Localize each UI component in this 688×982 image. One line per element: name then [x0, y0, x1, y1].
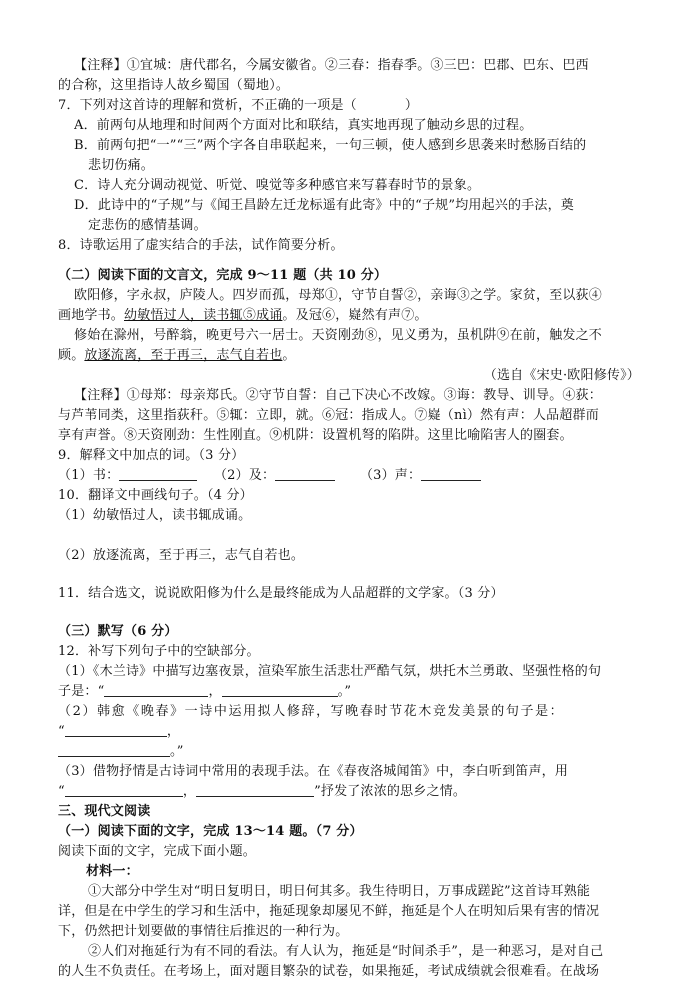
material-para-1-line-3: 下，仍然把计划要做的事情往后推迟的一种行为。: [58, 924, 349, 939]
question-12-item-3-line-1: （3）借物抒情是古诗词中常用的表现手法。在《春夜洛城闻笛》中，李白听到笛声，用: [58, 764, 569, 779]
section-3-heading: （三）默写（6 分）: [58, 624, 178, 639]
part-3-intro: 阅读下面的文字，完成下面小题。: [58, 844, 257, 859]
question-12-item-2-line-1: （2）韩愈《晚春》一诗中运用拟人修辞，写晚春时节花木竞发美景的句子是：: [58, 704, 565, 719]
question-12-item-1-line-1: （1）《木兰诗》中描写边塞夜景，渲染军旅生活悲壮严酷气氛，烘托木兰勇敢、坚强性格的句: [58, 664, 602, 679]
option-d-line-1: D．此诗中的“子规”与《闻王昌龄左迁龙标遥有此寄》中的“子规”均用起兴的手法，奠: [74, 198, 575, 213]
answer-blank[interactable]: [65, 783, 183, 797]
passage-text: 。: [282, 348, 296, 363]
question-7-text: 7．下列对这首诗的理解和赏析，不正确的一项是（: [58, 98, 357, 113]
option-c: C．诗人充分调动视觉、听觉、嗅觉等多种感官来写暮春时节的景象。: [74, 178, 481, 193]
quote-close: 。”: [170, 744, 184, 759]
question-8: 8．诗歌运用了虚实结合的手法，试作简要分析。: [58, 238, 344, 253]
option-d-line-2: 定悲伤的感情基调。: [88, 218, 207, 233]
comma: ，: [182, 784, 197, 799]
poem-annotation-line-1: 【注释】①宜城：唐代郡名，今属安徽省。②三春：指春季。③三巴：巴郡、巴东、巴西: [74, 58, 589, 73]
question-10-stem: 10．翻译文中画线句子。（4 分）: [58, 488, 253, 503]
option-b-line-2: 悲切伤痛。: [88, 158, 155, 173]
question-9-item-1: （1）书：: [58, 468, 120, 483]
question-12-item-2-line-2: [58, 722, 640, 742]
material-label: 材料一：: [86, 864, 139, 879]
comma: ，: [166, 724, 181, 739]
quote-close-text: ”抒发了浓浓的思乡之情。: [314, 784, 467, 799]
passage-annotation-line-3: 享有声誉。⑧天资刚劲：生性刚直。⑨机阱：设置机弩的陷阱。这里比喻陷害人的圈套。: [58, 428, 573, 443]
question-7-paren: ）: [404, 98, 419, 113]
passage-source: （选自《宋史·欧阳修传》）: [483, 368, 640, 383]
quote-close: 。”: [337, 684, 352, 699]
answer-blank[interactable]: [421, 467, 481, 481]
comma: ，: [208, 684, 222, 699]
quote-open: “: [58, 784, 65, 799]
material-para-1-line-1: ①大部分中学生对“明日复明日，明日何其多。我生待明日，万事成蹉跎”这首诗耳熟能: [88, 884, 591, 899]
question-12-item-3-line-2: [58, 782, 640, 802]
question-12-item-2-line-3: [58, 742, 640, 762]
passage-para-1-line-2: [58, 306, 640, 326]
question-9-items: [58, 466, 640, 486]
answer-blank[interactable]: [65, 723, 167, 737]
passage-para-1-line-1: 欧阳修，字永叔，庐陵人。四岁而孤，母郑①，守节自誓②，亲诲③之学。家贫，至以荻④: [74, 288, 603, 303]
answer-blank[interactable]: [275, 467, 335, 481]
underlined-sentence-1: 幼敏悟过人，读书辄⑤成诵: [124, 308, 283, 323]
answer-blank[interactable]: [222, 683, 338, 697]
underlined-sentence-2: 放逐流离，至于再三，志气自若也: [84, 348, 283, 363]
answer-blank[interactable]: [196, 783, 314, 797]
section-2-heading: （二）阅读下面的文言文，完成 9～11 题（共 10 分）: [58, 268, 388, 283]
question-9-item-2: （2）及：: [213, 468, 276, 483]
question-10-sentence-2: （2）放逐流离，至于再三，志气自若也。: [58, 548, 305, 563]
answer-blank[interactable]: [119, 467, 197, 481]
passage-text: 画地学书。: [58, 308, 125, 323]
passage-text: 。及冠⑥，嶷然有声⑦。: [282, 308, 428, 323]
option-a: A．前两句从地理和时间两个方面对比和联结，真实地再现了触动乡思的过程。: [74, 118, 533, 133]
question-12-stem: 12．补写下列句子中的空缺部分。: [58, 644, 260, 659]
part-3-heading: 三、现代文阅读: [58, 804, 151, 819]
question-10-sentence-1: （1）幼敏悟过人，读书辄成诵。: [58, 508, 252, 523]
passage-text: 顾。: [58, 348, 85, 363]
passage-para-2-line-1: 修始在滁州，号醉翁，晚更号六一居士。天资刚劲⑧，见义勇为，虽机阱⑨在前，触发之不: [74, 328, 603, 343]
material-para-2-line-1: ②人们对拖延行为有不同的看法。有人认为，拖延是“时间杀手”，是一种恶习，是对自己: [88, 944, 604, 959]
passage-annotation-line-2: 与芦苇同类，这里指荻秆。⑤辄：立即，就。⑥冠：指成人。⑦嶷（nì）然有声：人品超群而: [58, 408, 599, 423]
material-para-2-line-2: 的人生不负责任。在考场上，面对题目繁杂的试卷，如果拖延，考试成绩就会很难看。在战场: [58, 964, 600, 979]
passage-para-2-line-2: [58, 346, 640, 366]
answer-blank[interactable]: [104, 683, 208, 697]
question-9-stem: 9．解释文中加点的词。（3 分）: [58, 448, 245, 463]
quote-open: 子是：“: [58, 684, 105, 699]
question-12-item-1-line-2: [58, 682, 640, 702]
question-9-item-3: （3）声：: [359, 468, 422, 483]
material-para-1-line-2: 详，但是在中学生的学习和生活中，拖延现象却屡见不鲜，拖延是个人在明知后果有害的情况: [58, 904, 600, 919]
option-b-line-1: B．前两句把“一”“三”两个字各自串联起来，一句三顿，使人感到乡思袭来时愁肠百结的: [74, 138, 587, 153]
part-3-subheading: （一）阅读下面的文字，完成 13～14 题。（7 分）: [58, 824, 363, 839]
question-11: 11．结合选文，说说欧阳修为什么是最终能成为人品超群的文学家。（3 分）: [58, 586, 504, 601]
poem-annotation-line-2: 的合称，这里指诗人故乡蜀国（蜀地）。: [58, 78, 290, 93]
quote-open: “: [58, 724, 65, 739]
answer-blank[interactable]: [58, 743, 170, 757]
question-7-stem: [58, 96, 640, 116]
passage-annotation-line-1: 【注释】①母郑：母亲郑氏。②守节自誓：自己下决心不改嫁。③诲：教导、训导。④荻：: [74, 388, 603, 403]
